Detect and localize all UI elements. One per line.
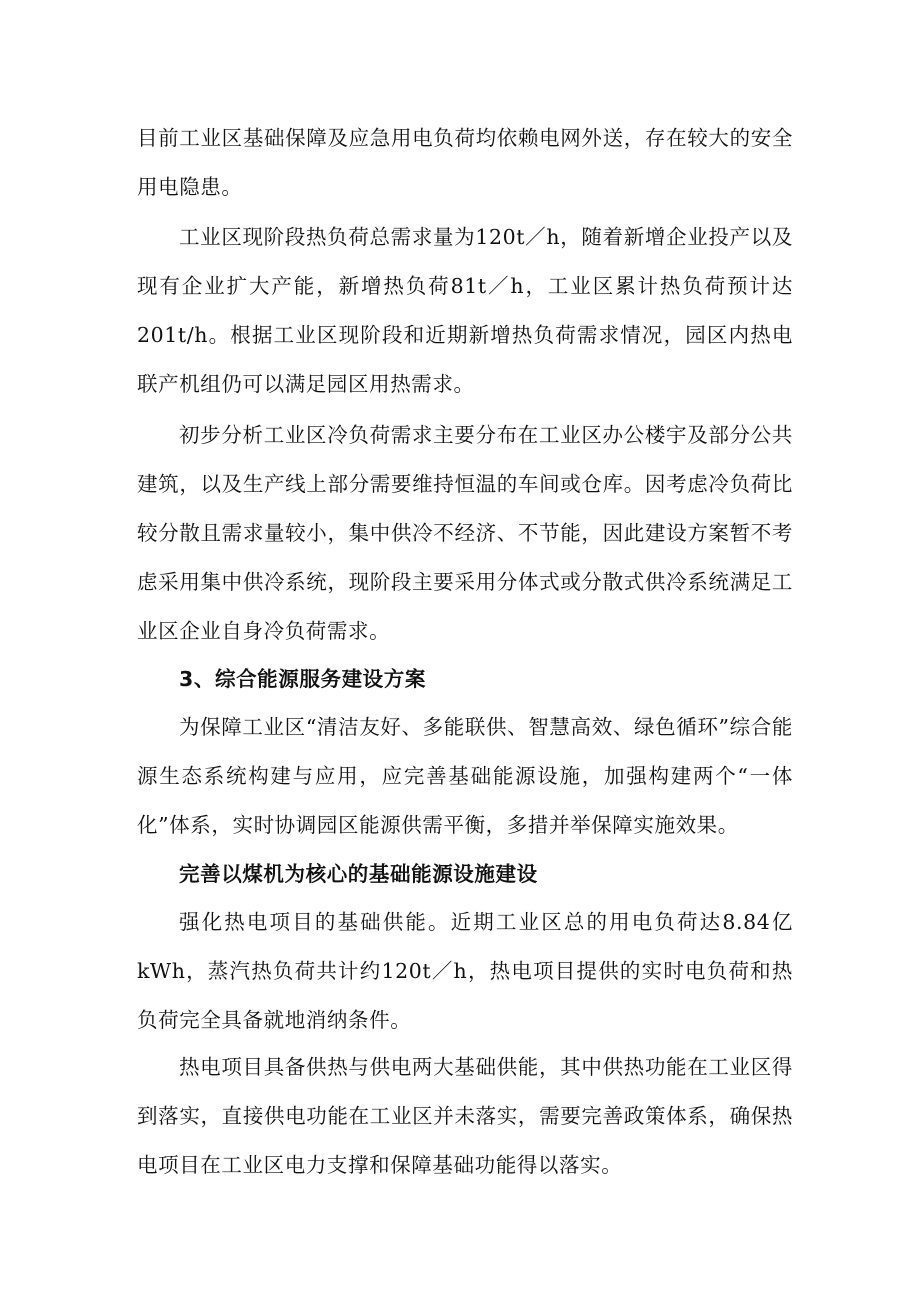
paragraph-heat-and-power-functions: 热电项目具备供热与供电两大基础供能，其中供热功能在工业区得到落实，直接供电功能在工业区并未落实，需要完善政策体系，确保热电项目在工业区电力支撑和保障基础功能得以落实。 bbox=[137, 1055, 793, 1177]
subheading-coal-infrastructure: 完善以煤机为核心的基础能源设施建设 bbox=[179, 862, 538, 886]
paragraph-energy-ecosystem: 为保障工业区“清洁友好、多能联供、智慧高效、绿色循环”综合能源生态系统构建与应用，应完善基础能源设施，加强构建两个“一体化”体系，实时协调园区能源供需平衡，多措并举保障实施效果。 bbox=[137, 715, 793, 837]
paragraph-cooling-load: 初步分析工业区冷负荷需求主要分布在工业区办公楼宇及部分公共建筑，以及生产线上部分需要维持恒温的车间或仓库。因考虑冷负荷比较分散且需求量较小，集中供冷不经济、不节能，因此建设方案暂不考虑采用集中供冷系统，现阶段主要采用分体式或分散式供冷系统满足工业区企业自身冷负荷需求。 bbox=[137, 423, 793, 643]
paragraph-thermal-power-supply: 强化热电项目的基础供能。近期工业区总的用电负荷达8.84亿kWh，蒸汽热负荷共计约120t／h，热电项目提供的实时电负荷和热负荷完全具备就地消纳条件。 bbox=[137, 910, 793, 1032]
paragraph-heat-load: 工业区现阶段热负荷总需求量为120t／h，随着新增企业投产以及现有企业扩大产能，新增热负荷81t／h，工业区累计热负荷预计达201t/h。根据工业区现阶段和近期新增热负荷需求情况，园区内热电联产机组仍可以满足园区用热需求。 bbox=[137, 225, 793, 396]
section-heading-energy-plan: 3、综合能源服务建设方案 bbox=[179, 667, 426, 691]
paragraph-safety-risk: 目前工业区基础保障及应急用电负荷均依赖电网外送，存在较大的安全用电隐患。 bbox=[137, 126, 793, 199]
